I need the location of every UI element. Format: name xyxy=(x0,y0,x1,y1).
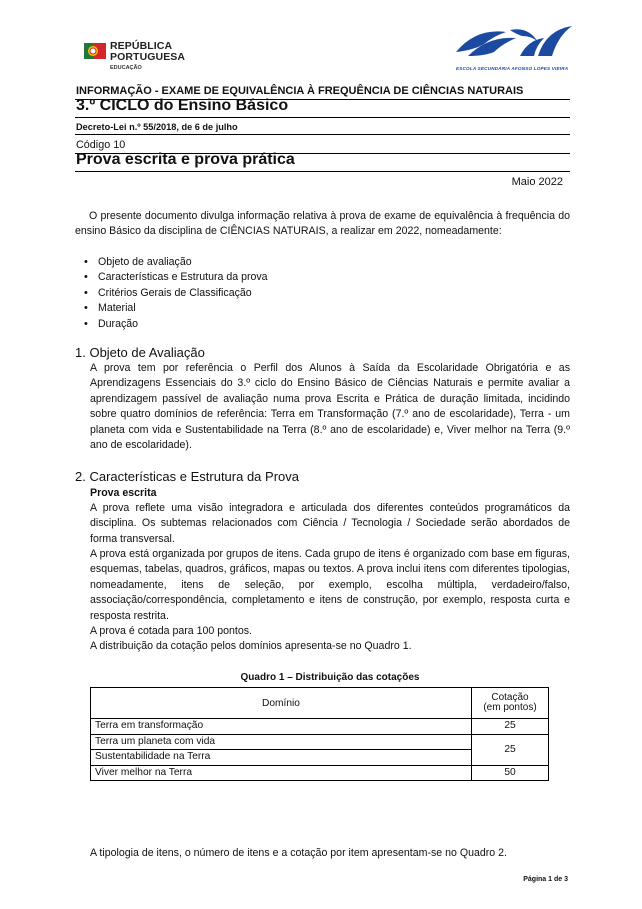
domain-cell: Terra um planeta com vida xyxy=(91,734,472,750)
list-item: • Objeto de avaliação xyxy=(84,255,268,270)
table-row xyxy=(91,719,549,735)
decree-row xyxy=(75,117,570,135)
section2-paragraph-2: A prova está organizada por grupos de itens. Cada grupo de itens é organizado com base em figuras, esquemas, tabelas, quadros, gráficos, mapas ou textos. A prova inclui itens com diferentes tipologias, nomeadamente, itens de seleção, por exemplo, escolha múltipla, verdadeiro/falso, associação/correspondência, completamento e itens de construção, por exemplo, resposta curta e resposta restrita. xyxy=(90,548,570,622)
closing-paragraph: A tipologia de itens, o número de itens e a cotação por item apresentam-se no Quadro 2. xyxy=(90,847,507,859)
score-cell: 25 xyxy=(472,719,549,735)
list-item: • Características e Estrutura da prova xyxy=(84,270,268,285)
quadro1-caption: Quadro 1 – Distribuição das cotações xyxy=(240,672,420,683)
section2-subheading: Prova escrita xyxy=(90,487,157,499)
list-item: • Critérios Gerais de Classificação xyxy=(84,286,268,301)
section1-paragraph: A prova tem por referência o Perfil dos Alunos à Saída da Escolaridade Obrigatória e as Aprendizagens Essenciais do 3.º ciclo do Ensino Básico de Ciências Naturais e permite avaliar a aprendizagem passível de avaliação numa prova Escrita e Prática de duração limitada, incidindo sobre quatro domínios de referência: Terra em Transformação (7.º ano de escolaridade), Terra - um planeta com vida e Sustentabilidade na Terra (8.º ano de escolaridade) e, Viver melhor na Terra (9.º ano de escolaridade). xyxy=(90,362,570,452)
decree-text: Decreto-Lei n.º 55/2018, de 6 de julho xyxy=(76,122,238,132)
exam-type-row xyxy=(75,153,570,172)
republica-portuguesa-logo xyxy=(84,40,194,76)
section2-paragraph-4: A distribuição da cotação pelos domínios apresenta-se no Quadro 1. xyxy=(90,640,412,652)
table-header-row xyxy=(91,688,549,719)
section2-paragraph-1: A prova reflete uma visão integradora e articulada dos diferentes conteúdos programáticos da disciplina. Os subtemas relacionados com Ciência / Tecnologia / Sociedade serão abordados de forma transversal. xyxy=(90,502,570,545)
school-caption: ESCOLA SECUNDÁRIA AFONSO LOPES VIEIRA xyxy=(456,66,569,71)
page-number: Página 1 de 3 xyxy=(523,876,568,883)
score-cell: 25 xyxy=(472,734,549,765)
intro-paragraph: O presente documento divulga informação relativa à prova de exame de equivalência à frequência do ensino Básico da disciplina de CIÊNCIAS NATURAIS, a realizar em 2022, nomeadamente: xyxy=(75,210,570,238)
list-item: • Material xyxy=(84,301,268,316)
doc-title: INFORMAÇÃO - EXAME DE EQUIVALÊNCIA À FREQUÊNCIA DE CIÊNCIAS NATURAIS xyxy=(76,85,524,97)
score-header-line1: Cotação xyxy=(491,692,529,703)
quadro1-table xyxy=(90,687,549,781)
republic-sub: EDUCAÇÃO xyxy=(110,65,142,71)
score-column-header xyxy=(472,688,549,719)
code-text: Código 10 xyxy=(76,139,126,151)
domain-cell: Sustentabilidade na Terra xyxy=(91,750,472,766)
table-row xyxy=(91,734,549,750)
school-logo xyxy=(454,22,574,74)
portugal-emblem-icon xyxy=(84,40,106,62)
section2-heading: 2. Características e Estrutura da Prova xyxy=(75,469,299,484)
republic-line1: REPÚBLICA xyxy=(110,40,173,52)
table-row xyxy=(91,765,549,781)
exam-type-text: Prova escrita e prova prática xyxy=(76,151,295,168)
score-header-line2: (em pontos) xyxy=(483,702,537,713)
list-item: • Duração xyxy=(84,317,268,332)
domain-cell: Viver melhor na Terra xyxy=(91,765,472,781)
domain-cell: Terra em transformação xyxy=(91,719,472,735)
domain-column-header: Domínio xyxy=(91,688,472,719)
republic-line2: PORTUGUESA xyxy=(110,51,186,63)
intro-bullet-list xyxy=(84,255,268,332)
school-emblem-icon xyxy=(454,22,574,66)
section2-paragraph-3: A prova é cotada para 100 pontos. xyxy=(90,625,252,637)
document-date: Maio 2022 xyxy=(511,176,563,188)
cycle-text: 3.º CICLO do Ensino Básico xyxy=(76,97,289,114)
cycle-row xyxy=(75,99,570,118)
section1-heading: 1. Objeto de Avaliação xyxy=(75,345,205,360)
score-cell: 50 xyxy=(472,765,549,781)
